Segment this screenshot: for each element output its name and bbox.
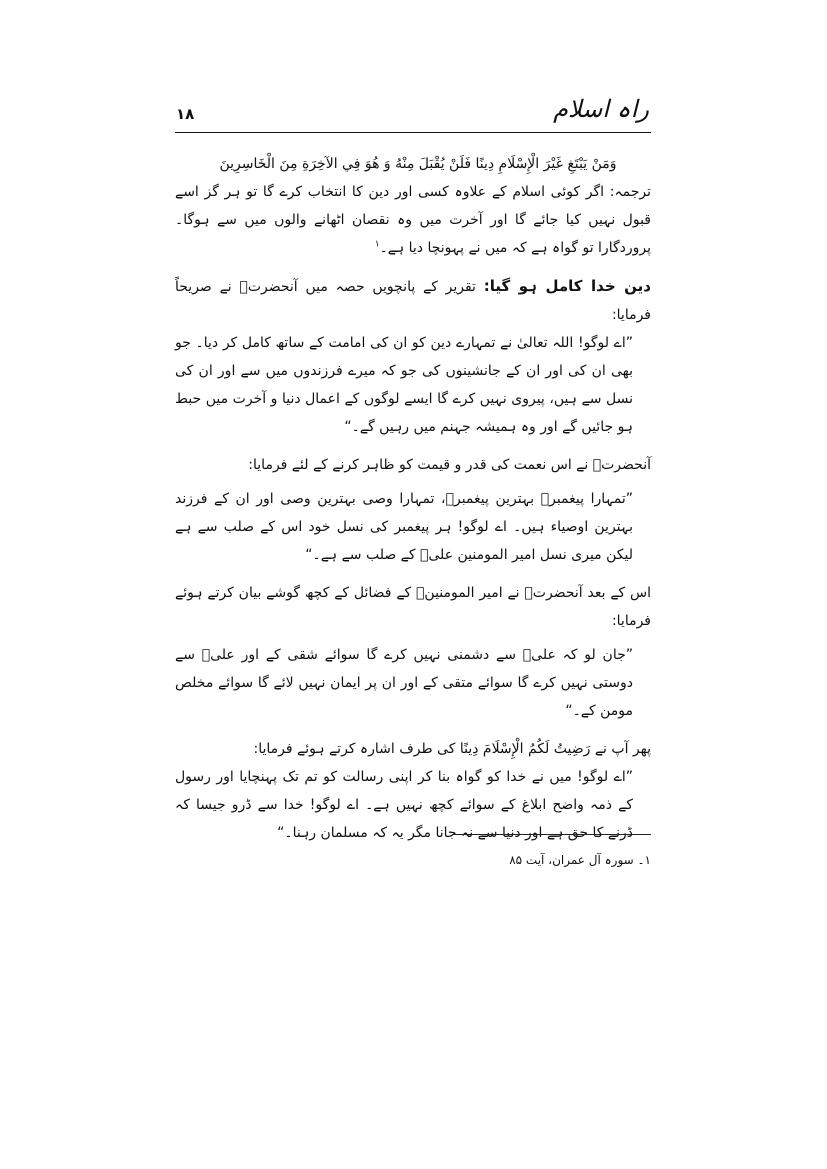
quote-2: ”تمہارا پیغمبرؐ بہترین پیغمبرؐ، تمہارا وصی بہترین وصی اور ان کے فرزند بہترین اوصیاء ہیں۔ اے لوگو! ہر پیغمبر کی نسل خود اس کے صلب سے ہے لیکن میری نسل امیر المومنین علیؑ کے صلب سے ہے۔“ — [175, 491, 633, 563]
intro-4-after: کی طرف اشارہ کرتے ہوئے فرمایا: — [253, 741, 456, 757]
intro-4-before: پھر آپ نے — [594, 741, 651, 757]
section-heading: دین خدا کامل ہو گیا: — [483, 277, 651, 295]
footnote: ۱۔ سورہ آل عمران، آیت ۸۵ — [509, 853, 651, 867]
quote-3: ”جان لو کہ علیؑ سے دشمنی نہیں کرے گا سوائے شقی کے اور علیؑ سے دوستی نہیں کرے گا سوائے متقی کے اور ان پر ایمان نہیں لائے گا سوائے مخلص مومن کے۔“ — [175, 647, 633, 719]
verse-translation — [175, 178, 651, 262]
intro-4 — [175, 735, 651, 763]
header-rule — [175, 132, 651, 133]
intro-3: اس کے بعد آنحضرتؐ نے امیر المومنینؑ کے فضائل کے کچھ گوشے بیان کرتے ہوئے فرمایا: — [175, 585, 651, 629]
running-header-title: راہ اسلام — [553, 95, 649, 123]
footnote-rule — [452, 834, 651, 835]
footnote-marker: ۱ — [374, 239, 380, 250]
intro-2: آنحضرتؐ نے اس نعمت کی قدر و قیمت کو ظاہر کرنے کے لئے فرمایا: — [248, 457, 651, 473]
translation-text: ترجمہ: اگر کوئی اسلام کے علاوہ کسی اور دین کا انتخاب کرے گا تو ہر گز اسے قبول نہیں کیا جائے گا اور آخرت میں وہ نقصان اٹھانے والوں میں سے ہوگا۔ پروردگارا تو گواہ ہے کہ میں نے پہونچا دیا ہے۔ — [175, 184, 651, 256]
section-intro-text: تقریر کے پانچویں حصہ میں آنحضرتؐ نے صریحاً فرمایا: — [175, 279, 651, 323]
page-number: ۱۸ — [176, 105, 195, 123]
intro-4-verse: رَضِيتُ لَكُمُ الْإِسْلَامَ دِينًا — [459, 741, 591, 757]
section-intro-paragraph — [175, 272, 651, 329]
quote-4: ”اے لوگو! میں نے خدا کو گواہ بنا کر اپنی رسالت کو تم تک پہنچایا اور رسول کے ذمہ واضح ابلاغ کے سوائے کچھ نہیں ہے۔ اے لوگو! خدا سے ڈرو جیسا کہ ڈرنے کا حق ہے اور دنیا سے نہ جانا مگر یہ کہ مسلمان رہنا۔“ — [175, 769, 633, 841]
quranic-verse: وَمَنْ يَبْتَغِ غَيْرَ الْإِسْلَامِ دِينًا فَلَنْ يُقْبَلَ مِنْهُ وَ هُوَ فِي الآخِرَةِ مِنَ الْخَاسِرِينَ — [219, 156, 617, 172]
quote-1: ”اے لوگو! اللہ تعالیٰ نے تمہارے دین کو ان کی امامت کے ساتھ کامل کر دیا۔ جو بھی ان کی اور ان کے جانشینوں کی جو کہ میرے فرزندوں میں سے اور ان کی نسل سے ہیں، پیروی نہیں کرے گا ایسے لوگوں کے اعمال دنیا و آخرت میں حبط ہو جائیں گے اور وہ ہمیشہ جہنم میں رہیں گے۔“ — [175, 335, 633, 435]
page-body — [175, 150, 651, 847]
